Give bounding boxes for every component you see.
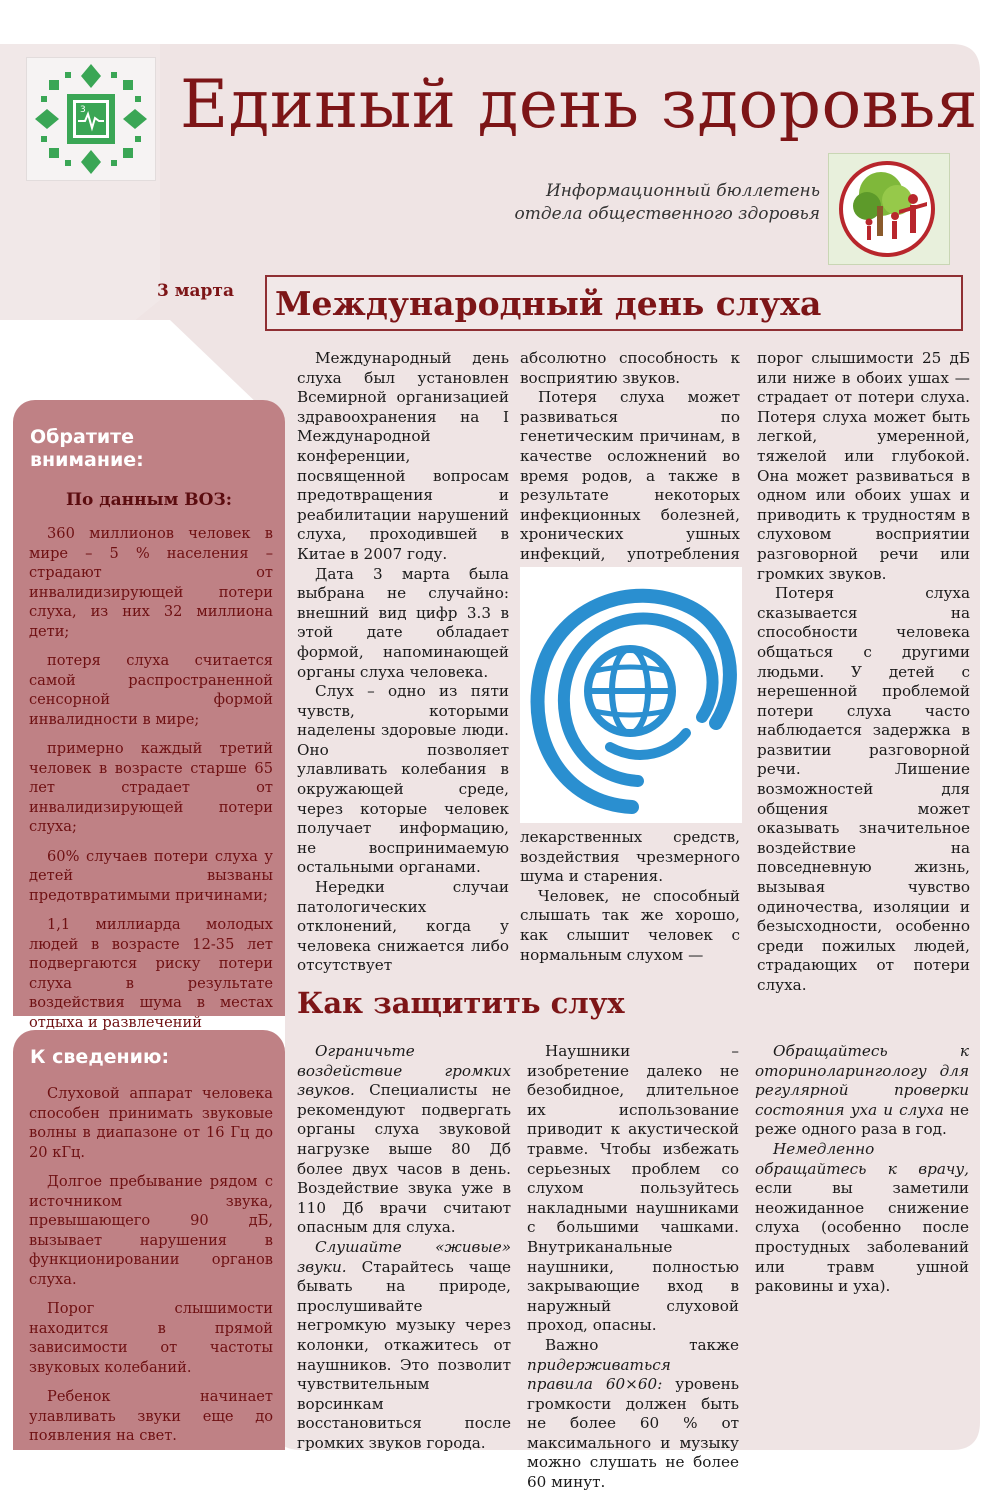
- article-column-2-bottom: [520, 828, 740, 965]
- attention-list: [29, 524, 273, 1042]
- attention-item: примерно каждый третий человек в возрасте старше 65 лет страдает от инвалидизирующей потери слуха;: [29, 740, 273, 835]
- attention-item: потеря слуха считается самой распространенной сенсорной формой инвалидности в мире;: [29, 652, 273, 728]
- article-title: Международный день слуха: [275, 284, 822, 323]
- info-item: Ребенок начинает улавливать звуки еще до появления на свет.: [29, 1388, 273, 1444]
- attention-sidebar: [13, 400, 285, 1031]
- info-item: Порог слышимости находится в прямой зависимости от частоты звуковых колебаний.: [29, 1300, 273, 1376]
- article-paragraph: Международный день слуха был установлен Всемирной организацией здравоохранения на I Международной конференции, посвященной вопросам предотвращения и реабилитации нарушений слуха, проходившей в Китае в 2007 году.: [297, 349, 509, 563]
- article-paragraph: Потеря слуха может развиваться по генетическим причинам, в качестве осложнений во время родов, а также в результате некоторых инфекционных болезней, хронических ушных инфекций, употребления: [520, 388, 740, 563]
- attention-item: 60% случаев потери слуха у детей вызваны предотвратимыми причинами;: [29, 847, 273, 904]
- protect-paragraph: Слушайте «живые» звуки. Старайтесь чаще бывать на природе, прослушивайте негромкую музыку через колонки, откажитесь от наушников. Это позволит чувствительным ворсинкам восстановиться после громких звуков города.: [297, 1237, 511, 1452]
- protect-column-1: [297, 1042, 511, 1453]
- protect-paragraph: Немедленно обращайтесь к врачу, если вы заметили неожиданное снижение слуха (особенно после простудных заболеваний или травм ушной раковины и уха).: [755, 1139, 969, 1296]
- protect-column-3: [755, 1042, 969, 1297]
- attention-item: 1,1 миллиарда молодых людей в возрасте 12-35 лет подвергаются риску потери слуха в результате воздействия шума в местах отдыха и развлечений: [29, 916, 273, 1031]
- attention-item: 360 миллионов человек в мире – 5 % населения – страдают от инвалидизирующей потери слуха, из них 32 миллиона дети;: [29, 525, 273, 640]
- article-paragraph: лекарственных средств, воздействия чрезмерного шума и старения.: [520, 828, 740, 886]
- protect-paragraph: Важно также придерживаться правила 60×60: уровень громкости должен быть не более 60 % от максимального и музыку можно слушать не более 60 минут.: [527, 1335, 739, 1492]
- family-tree-icon: [829, 154, 949, 264]
- article-paragraph: Нередки случаи патологических отклонений, когда у человека снижается либо отсутствует: [297, 878, 509, 975]
- article-paragraph: Потеря слуха сказывается на способности человека общаться с другими людьми. У детей с нерешенной проблемой потери слуха часто наблюдается задержка в развитии разговорной речи. Лишение возможностей для общения может оказывать значительное воздействие на повседневную жизнь, вызывая чувство одиночества, изоляции и безысходности, особенно среди пожилых людей, страдающих от потери слуха.: [757, 584, 970, 994]
- info-item: Слуховой аппарат человека способен принимать звуковые волны в диапазоне от 16 Гц до 20 кГц.: [29, 1085, 273, 1161]
- logo-digit: 3: [80, 105, 86, 115]
- info-item: Долгое пребывание рядом с источником звука, превышающего 90 дБ, вызывает нарушения в функционировании органов слуха.: [29, 1173, 273, 1288]
- public-health-logo: [828, 153, 950, 265]
- article-column-2-top: [520, 349, 740, 584]
- ornament-icon: [27, 58, 155, 180]
- main-title: Единый день здоровья: [180, 66, 978, 143]
- subtitle-line-2: отдела общественного здоровья: [514, 204, 820, 224]
- protect-paragraph: Обращайтесь к оториноларингологу для регулярной проверки состояния уха и слуха не реже одного раза в год.: [755, 1042, 969, 1139]
- hearing-day-emblem: [520, 567, 742, 823]
- article-title-bar: [265, 275, 963, 331]
- article-paragraph: порог слышимости 25 дБ или ниже в обоих ушах — страдает от потери слуха. Потеря слуха может быть легкой, умеренной, тяжелой или глубокой. Она может развиваться в одном или обоих ушах и приводить к трудностям в слуховом восприятии разговорной речи или громких звуков.: [757, 349, 970, 583]
- info-list: [29, 1084, 273, 1456]
- article-paragraph: Человек, не способный слышать так же хорошо, как слышит человек с нормальным слухом —: [520, 886, 740, 964]
- ear-globe-icon: [520, 567, 742, 823]
- protect-hearing-title: Как защитить слух: [297, 986, 625, 1020]
- event-date: 3 марта: [157, 281, 234, 301]
- article-column-3: [757, 349, 970, 996]
- protect-column-2: [527, 1042, 739, 1493]
- info-sidebar: [13, 1030, 285, 1450]
- health-day-logo: [26, 57, 156, 181]
- bulletin-subtitle: [440, 180, 820, 226]
- protect-paragraph: Наушники – изобретение далеко не безобидное, длительное их использование приводит к акустической травме. Чтобы избежать серьезных проблем со слухом пользуйтесь накладными наушниками с большими чашками. Внутриканальные наушники, полностью закрывающие вход в наружный слуховой проход, опасны.: [527, 1042, 739, 1335]
- who-subheading: По данным ВОЗ:: [66, 490, 232, 510]
- article-paragraph: Слух – одно из пяти чувств, которыми наделены здоровые люди. Оно позволяет улавливать колебания в окружающей среде, через которые человек получает информацию, не воспринимаемую остальными органами.: [297, 682, 509, 877]
- info-heading: К сведению:: [30, 1046, 170, 1068]
- article-paragraph: абсолютно способность к восприятию звуков.: [520, 349, 740, 387]
- subtitle-line-1: Информационный бюллетень: [545, 181, 820, 201]
- attention-heading: Обратите внимание:: [30, 426, 144, 471]
- protect-paragraph: Ограничьте воздействие громких звуков. Специалисты не рекомендуют подвергать органы слуха звуковой нагрузке выше 80 Дб более двух часов в день. Воздействие звука уже в 110 Дб врачи считают опасным для слуха.: [297, 1042, 511, 1237]
- article-column-1: [297, 349, 509, 976]
- article-paragraph: Дата 3 марта была выбрана не случайно: внешний вид цифр 3.3 в этой дате обладает формой, напоминающей органы слуха человека.: [297, 564, 509, 681]
